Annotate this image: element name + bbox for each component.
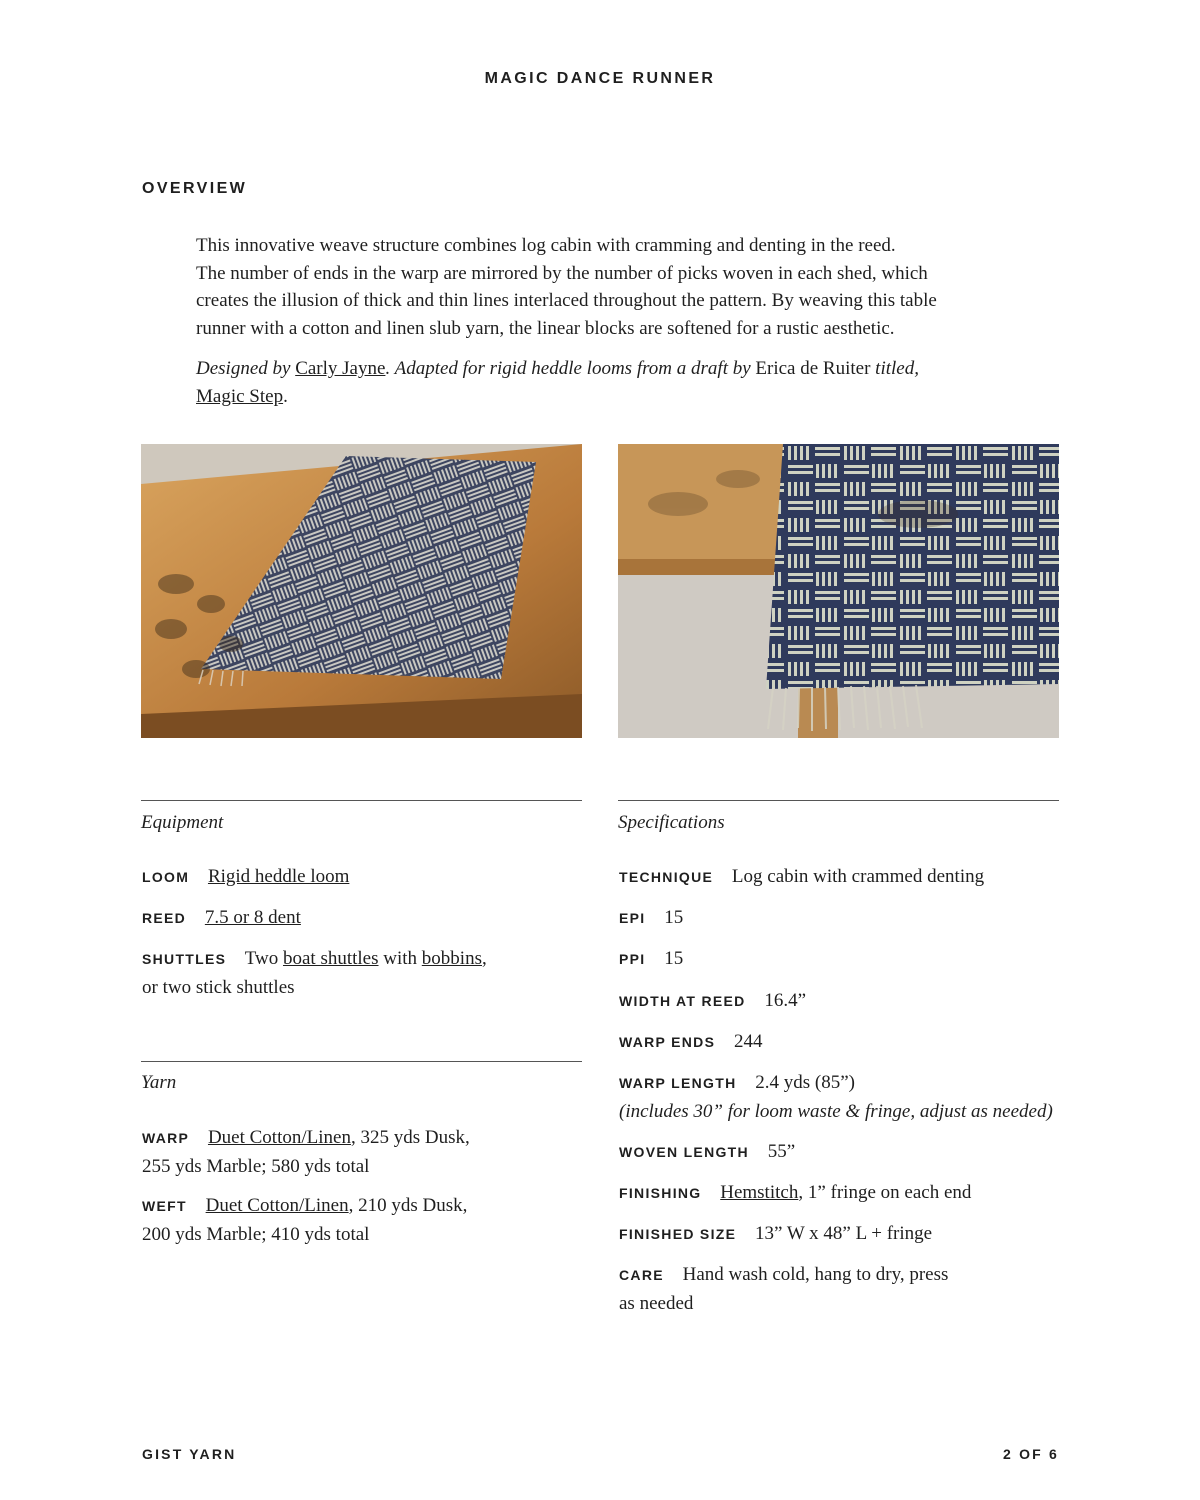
overview-line: runner with a cotton and linen slub yarn, the linear blocks are softened for a rustic aesthetic.: [196, 317, 895, 339]
care-label: CARE: [619, 1267, 664, 1283]
ppi-row: [619, 945, 683, 974]
warp-amounts: , 325 yds Dusk,: [350, 1127, 470, 1148]
warp-length-value: 2.4 yds (85”): [755, 1072, 855, 1093]
warp-label: WARP: [142, 1130, 190, 1146]
footer-brand: GIST YARN: [142, 1446, 237, 1462]
epi-row: [619, 904, 683, 933]
runner-draped-photo: [618, 444, 1059, 738]
care-line2: as needed: [619, 1292, 694, 1314]
shuttles-label: SHUTTLES: [142, 951, 227, 967]
warp-row: [142, 1124, 470, 1180]
shuttles-text: Two: [244, 948, 279, 969]
finishing-label: FINISHING: [619, 1185, 702, 1201]
overview-line: The number of ends in the warp are mirrored by the number of picks woven in each shed, which: [196, 262, 928, 284]
technique-label: TECHNIQUE: [619, 869, 714, 885]
credit-period: .: [283, 385, 288, 407]
epi-label: EPI: [619, 910, 646, 926]
weft-row: [142, 1192, 467, 1248]
finished-size-value: 13” W x 48” L + fringe: [755, 1223, 933, 1244]
weft-line2: 200 yds Marble; 410 yds total: [142, 1223, 370, 1245]
warp-ends-label: WARP ENDS: [619, 1034, 716, 1050]
care-row: [619, 1261, 1059, 1317]
shuttles-line2: or two stick shuttles: [142, 976, 295, 998]
weft-yarn-link[interactable]: Duet Cotton/Linen: [205, 1195, 349, 1216]
reed-label: REED: [142, 910, 187, 926]
finished-size-label: FINISHED SIZE: [619, 1226, 737, 1242]
loom-link[interactable]: Rigid heddle loom: [207, 866, 350, 887]
overview-line: This innovative weave structure combines log cabin with cramming and denting in the reed.: [196, 235, 896, 256]
reed-row: [142, 904, 301, 933]
weft-label: WEFT: [142, 1198, 187, 1214]
specifications-divider: [618, 800, 1059, 801]
shuttles-comma: ,: [481, 948, 487, 969]
warp-ends-value: 244: [733, 1031, 763, 1052]
hemstitch-link[interactable]: Hemstitch: [720, 1182, 799, 1203]
boat-shuttles-link[interactable]: boat shuttles: [282, 948, 379, 969]
warp-yarn-link[interactable]: Duet Cotton/Linen: [207, 1127, 351, 1148]
woven-length-value: 55”: [767, 1141, 796, 1162]
ppi-label: PPI: [619, 951, 646, 967]
overview-line: creates the illusion of thick and thin lines interlaced throughout the pattern. By weaving this table: [196, 290, 937, 311]
warp-line2: 255 yds Marble; 580 yds total: [142, 1155, 370, 1177]
technique-value: Log cabin with crammed denting: [731, 866, 985, 887]
yarn-heading: Yarn: [141, 1072, 177, 1093]
reed-link[interactable]: 7.5 or 8 dent: [204, 907, 301, 928]
finishing-value: , 1” fringe on each end: [798, 1182, 972, 1203]
specifications-heading: Specifications: [618, 812, 725, 833]
credit-text: . Adapted for rigid heddle looms from a draft by: [385, 358, 751, 379]
warp-length-label: WARP LENGTH: [619, 1075, 737, 1091]
draft-author: Erica de Ruiter: [755, 358, 871, 379]
yarn-divider: [141, 1061, 582, 1062]
ppi-value: 15: [664, 948, 684, 969]
equipment-heading: Equipment: [141, 812, 224, 833]
warp-ends-row: [619, 1028, 762, 1057]
width-value: 16.4”: [764, 990, 806, 1011]
technique-row: [619, 863, 984, 892]
credit-text: Designed by: [196, 358, 291, 379]
shuttles-row: [142, 945, 582, 1001]
overview-paragraph: [196, 232, 1026, 342]
equipment-divider: [141, 800, 582, 801]
care-value: Hand wash cold, hang to dry, press: [682, 1264, 949, 1285]
width-row: [619, 987, 806, 1016]
credit-text: titled,: [875, 358, 919, 379]
finishing-row: [619, 1179, 971, 1208]
bobbins-link[interactable]: bobbins: [421, 948, 482, 969]
woven-length-row: [619, 1138, 795, 1167]
warp-length-row: [619, 1069, 1069, 1125]
warp-length-note: (includes 30” for loom waste & fringe, adjust as needed): [619, 1100, 1053, 1122]
weft-amounts: , 210 yds Dusk,: [348, 1195, 468, 1216]
draft-title-link[interactable]: Magic Step: [196, 385, 284, 407]
designer-link[interactable]: Carly Jayne: [295, 358, 386, 379]
page-number: 2 OF 6: [1003, 1446, 1059, 1462]
woven-length-label: WOVEN LENGTH: [619, 1144, 749, 1160]
runner-on-table-photo: [141, 444, 582, 738]
epi-value: 15: [664, 907, 684, 928]
design-credits: [196, 355, 1026, 410]
loom-label: LOOM: [142, 869, 190, 885]
page-title: MAGIC DANCE RUNNER: [484, 70, 716, 87]
loom-row: [142, 863, 349, 892]
overview-heading: OVERVIEW: [142, 180, 248, 197]
finished-size-row: [619, 1220, 932, 1249]
shuttles-text: with: [383, 948, 418, 969]
width-label: WIDTH AT REED: [619, 993, 746, 1009]
